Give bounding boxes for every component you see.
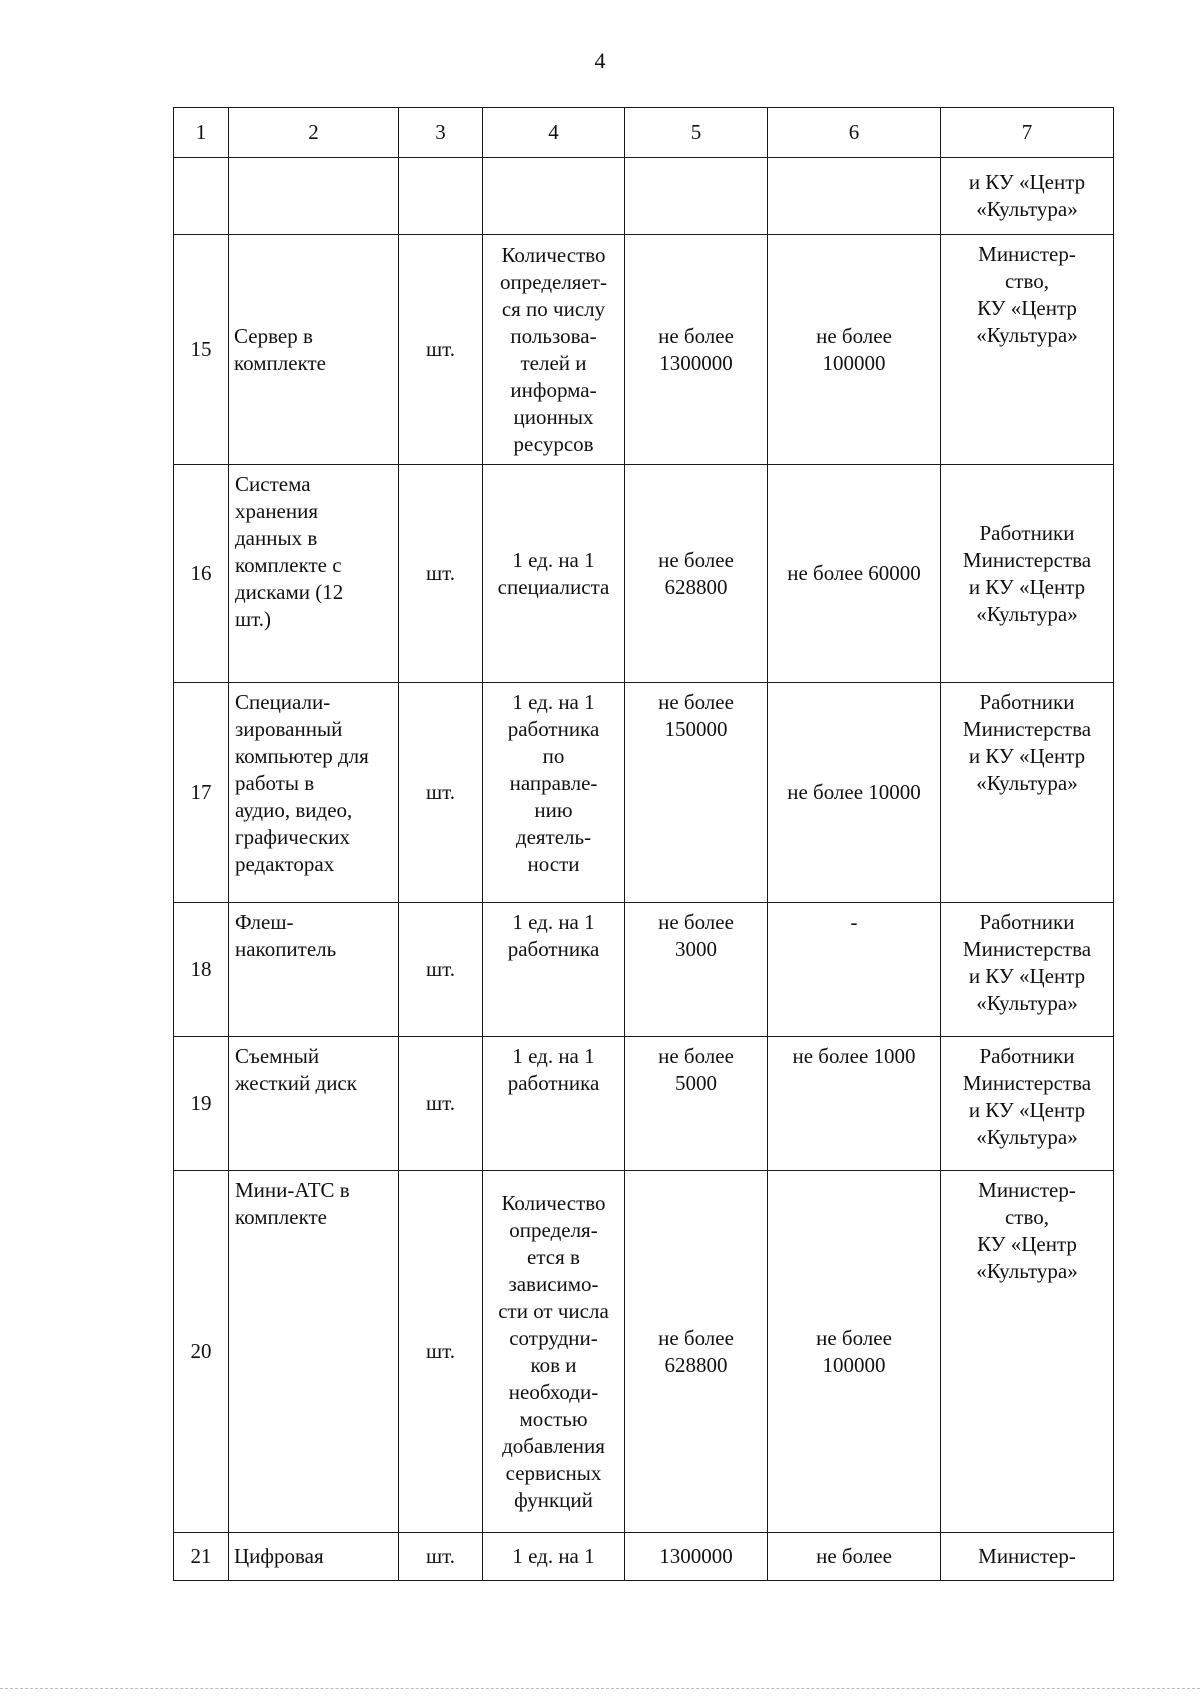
price-limit-2: не более 1000 — [768, 1037, 941, 1171]
row-number: 18 — [174, 903, 229, 1037]
price-limit — [625, 158, 768, 235]
quantity-norm: Количество определя- ется в зависимо- сти от числа сотрудни- ков и необходи- мостью добавления сервисных функций — [483, 1171, 625, 1533]
unit-cell: шт. — [399, 1171, 483, 1533]
table-row — [174, 1533, 1114, 1581]
row-number: 21 — [174, 1533, 229, 1581]
applies-to: Министер- ство, КУ «Центр «Культура» — [941, 235, 1114, 465]
unit-cell: шт. — [399, 235, 483, 465]
price-limit-2: не более 60000 — [768, 465, 941, 683]
header-cell: 3 — [399, 108, 483, 158]
applies-to: Работники Министерства и КУ «Центр «Культура» — [941, 465, 1114, 683]
price-limit-2 — [768, 158, 941, 235]
item-name: Съемный жесткий диск — [229, 1037, 399, 1171]
header-cell: 1 — [174, 108, 229, 158]
unit-cell: шт. — [399, 903, 483, 1037]
applies-to: и КУ «Центр «Культура» — [941, 158, 1114, 235]
applies-to: Министер- ство, КУ «Центр «Культура» — [941, 1171, 1114, 1533]
unit-cell: шт. — [399, 1533, 483, 1581]
price-limit-2: не более — [768, 1533, 941, 1581]
price-limit: не более 150000 — [625, 683, 768, 903]
quantity-norm: Количество определяет- ся по числу пользова- телей и информа- ционных ресурсов — [483, 235, 625, 465]
header-cell: 2 — [229, 108, 399, 158]
table-row — [174, 683, 1114, 903]
table-row — [174, 1171, 1114, 1533]
quantity-norm: 1 ед. на 1 — [483, 1533, 625, 1581]
item-name: Мини-АТС в комплекте — [229, 1171, 399, 1533]
row-number: 15 — [174, 235, 229, 465]
header-cell: 5 — [625, 108, 768, 158]
row-number: 19 — [174, 1037, 229, 1171]
table-row — [174, 158, 1114, 235]
row-number — [174, 158, 229, 235]
table-header-row — [174, 108, 1114, 158]
price-limit-2: не более 10000 — [768, 683, 941, 903]
item-name: Специали- зированный компьютер для работы в аудио, видео, графических редакторах — [229, 683, 399, 903]
row-number: 17 — [174, 683, 229, 903]
price-limit-2: не более 100000 — [768, 1171, 941, 1533]
price-limit: 1300000 — [625, 1533, 768, 1581]
price-limit-2: не более 100000 — [768, 235, 941, 465]
unit-cell: шт. — [399, 1037, 483, 1171]
item-name: Система хранения данных в комплекте с дисками (12 шт.) — [229, 465, 399, 683]
item-name — [229, 158, 399, 235]
row-number: 20 — [174, 1171, 229, 1533]
price-limit: не более 1300000 — [625, 235, 768, 465]
applies-to: Работники Министерства и КУ «Центр «Культура» — [941, 1037, 1114, 1171]
quantity-norm: 1 ед. на 1 работника — [483, 1037, 625, 1171]
applies-to: Работники Министерства и КУ «Центр «Культура» — [941, 683, 1114, 903]
quantity-norm: 1 ед. на 1 работника по направле- нию деятель- ности — [483, 683, 625, 903]
item-name: Флеш- накопитель — [229, 903, 399, 1037]
quantity-norm — [483, 158, 625, 235]
price-limit: не более 628800 — [625, 465, 768, 683]
table-row — [174, 903, 1114, 1037]
applies-to: Министер- — [941, 1533, 1114, 1581]
price-limit-2: - — [768, 903, 941, 1037]
scan-edge-line — [0, 1688, 1200, 1689]
unit-cell: шт. — [399, 683, 483, 903]
price-limit: не более 628800 — [625, 1171, 768, 1533]
applies-to: Работники Министерства и КУ «Центр «Культура» — [941, 903, 1114, 1037]
header-cell: 6 — [768, 108, 941, 158]
quantity-norm: 1 ед. на 1 специалиста — [483, 465, 625, 683]
unit-cell — [399, 158, 483, 235]
item-name: Сервер в комплекте — [229, 235, 399, 465]
item-name: Цифровая — [229, 1533, 399, 1581]
price-limit: не более 5000 — [625, 1037, 768, 1171]
table-row — [174, 235, 1114, 465]
table-row — [174, 465, 1114, 683]
price-limit: не более 3000 — [625, 903, 768, 1037]
table-row — [174, 1037, 1114, 1171]
equipment-norms-table — [173, 107, 1114, 1581]
page-number: 4 — [594, 48, 606, 73]
header-cell: 4 — [483, 108, 625, 158]
quantity-norm: 1 ед. на 1 работника — [483, 903, 625, 1037]
row-number: 16 — [174, 465, 229, 683]
unit-cell: шт. — [399, 465, 483, 683]
header-cell: 7 — [941, 108, 1114, 158]
